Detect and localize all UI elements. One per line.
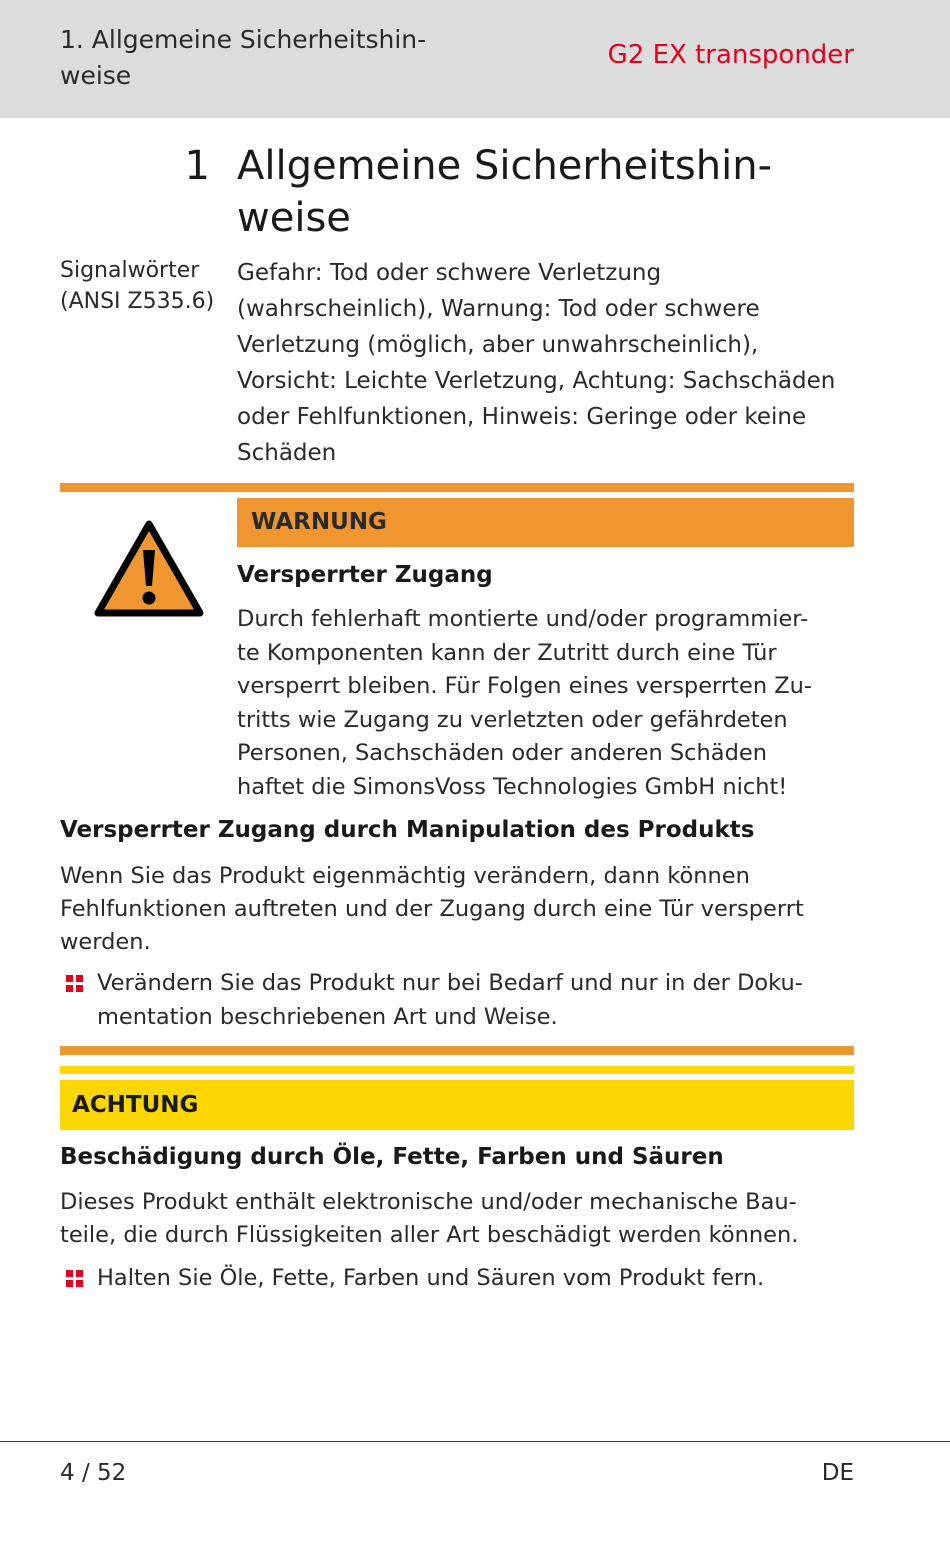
caution-label-bar: ACHTUNG [60,1080,854,1130]
language-code: DE [821,1460,854,1486]
manipulation-section-title: Versperrter Zugang durch Manipulation des Produkts [60,817,755,843]
instruction-bullet-icon [66,1270,83,1287]
warning-body-text: Durch fehlerhaft montierte und/oder programmier- te Komponenten kann der Zutritt durch eine Tür versperrt bleiben. Für Folgen eines versperrten Zu- tritts wie Zugang zu verletzten oder gefährdeten Personen, Sachschäden oder anderen Schäden haftet die SimonsVoss Technologies GmbH nicht! [237,606,813,800]
caution-section-text: Dieses Produkt enthält elektronische und/oder mechanische Bau- teile, die durch Flüssigkeiten aller Art beschädigt werden können. [60,1189,799,1248]
caution-section-title: Beschädigung durch Öle, Fette, Farben und Säuren [60,1144,724,1170]
warning-triangle-icon [94,520,204,618]
warning-label-bar: WARNUNG [237,498,854,547]
warning-subtitle: Versperrter Zugang [237,562,493,588]
chapter-title: Allgemeine Sicherheitshin- weise [237,143,772,241]
chapter-heading [0,140,950,250]
signal-words-text: Gefahr: Tod oder schwere Verletzung (wahrscheinlich), Warnung: Tod oder schwere Verletzung (möglich, aber unwahrscheinlich), Vorsicht: Leichte Verletzung, Achtung: Sachschäden oder Fehlfunktionen, Hinweis: Geringe oder keine Schäden [237,260,836,466]
page-header [0,0,950,118]
chapter-number: 1 [184,143,210,189]
header-product-name: G2 EX transponder [607,40,854,70]
caution-instruction-text: Halten Sie Öle, Fette, Farben und Säuren vom Produkt fern. [97,1265,765,1291]
caution-instruction [60,1262,854,1296]
instruction-bullet-icon [66,975,83,992]
footer-divider [0,1441,950,1442]
manipulation-instruction [60,967,854,1035]
manipulation-section-text: Wenn Sie das Produkt eigenmächtig verändern, dann können Fehlfunktionen auftreten und der Zugang durch eine Tür versperrt werden. [60,863,804,955]
warning-bottom-rule [60,1046,854,1055]
page-number: 4 / 52 [60,1460,127,1486]
header-section-title: 1. Allgemeine Sicherheitshin- weise [60,25,427,90]
warning-top-rule [60,483,854,492]
signal-words-label: Signalwörter (ANSI Z535.6) [60,258,215,314]
caution-top-rule [60,1066,854,1074]
manipulation-instruction-text: Verändern Sie das Produkt nur bei Bedarf und nur in der Doku- mentation beschriebenen Art und Weise. [97,970,803,1030]
